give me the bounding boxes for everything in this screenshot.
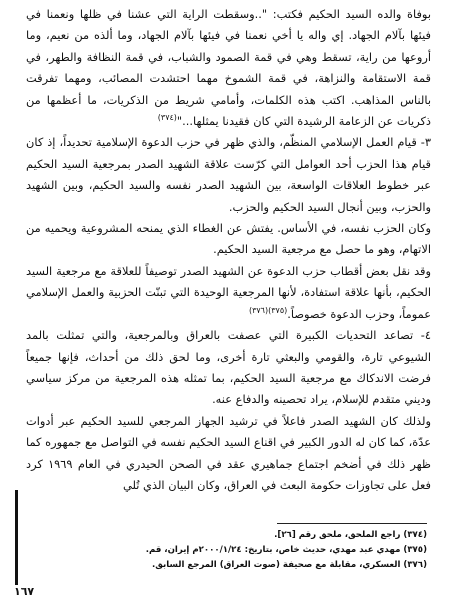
footnote-marker: (٣٧٥) xyxy=(268,305,288,315)
footnote-376: (٣٧٦) العسكري، مقابلة مع صحيفة (صوت العراق) المرجع السابق. xyxy=(152,560,427,570)
paragraph-point-3 xyxy=(26,132,431,218)
body-text xyxy=(26,4,431,496)
footnote-marker: (٣٧٤) xyxy=(157,113,177,123)
paragraph-text: وقد نقل بعض أقطاب حزب الدعوة عن الشهيد الصدر توصيفاً للعلاقة مع مرجعية السيد الحكيم، بأنها علاقة استفادة، لأنها المرجعية الوحيدة التي تبنّت الحزبية والعمل الإسلامي عموماً، وحزب الدعوة خصوصاً. xyxy=(26,263,431,321)
footnote-divider xyxy=(277,523,427,524)
paragraph-quote xyxy=(26,4,431,132)
paragraph-text: ولذلك كان الشهيد الصدر فاعلاً في ترشيد الجهاز المرجعي للسيد الحكيم عبر أدوات عدّة، كما كان له الدور الكبير في اقناع السيد الحكيم نفسه في التواصل مع جمهوره كما ظهر ذلك في أضخم اجتماع جماهيري عقد في الصحن الحيدري في العام ١٩٦٩ كرد فعل على تجاوزات حكومة البعث في العراق، وكان البيان الذي تُلي xyxy=(26,413,431,492)
paragraph-closing xyxy=(26,411,431,497)
margin-bar xyxy=(15,490,18,585)
footnotes xyxy=(26,523,427,573)
paragraph-point-4 xyxy=(26,325,431,411)
paragraph-text: بوفاة والده السيد الحكيم فكتب: "..وسقطت الراية التي عشنا في ظلها ونعمنا في فيئها بآلام الجهاد. إي واله يا أخي نعمنا في فيئها بآلام الجهاد، وما ألذه من نعيم، وما أروعها من راية، تسقط وهي في قمة الصمود والشباب، في قمة النظافة والطهر، في قمة الاستقامة والنزاهة، في قمة الشموخ مهما احتشدت المصائب، ومهما تفرقت بالناس المذاهب. اكتب هذه الكلمات، وأمامي شريط من الذكريات، ما أعظمها من ذكريات عن الزعامة الرشيدة التي كان فقيدنا يمثلها..." xyxy=(26,7,431,129)
paragraph-party xyxy=(26,218,431,261)
paragraph-text: ٤- تصاعد التحديات الكبيرة التي عصفت بالعراق وبالمرجعية، والتي تمثلت بالمد الشيوعي تارة، والقومي والبعثي تارة أخرى، وما لحق ذلك من أحداث، فإنها جميعاً فرضت الاندكاك مع مرجعية السيد الحكيم، بما تمثله هذه المرجعية من مركز سياسي وديني متقدم للإسلام، يراد تحصينه والدفاع عنه. xyxy=(26,328,431,407)
paragraph-relation xyxy=(26,261,431,325)
page-number: ١٦٧ xyxy=(14,585,35,598)
footnote-375: (٣٧٥) مهدي عبد مهدي، حديث خاص، بتاريخ: ٢٠٠٠/١/٢٤م إيران، قم. xyxy=(145,545,427,555)
footnote-marker: (٣٧٦) xyxy=(248,305,269,315)
paragraph-text: وكان الحزب نفسه، في الأساس. يفتش عن الغطاء الذي يمنحه المشروعية ويحميه من الاتهام، وهو ما حصل مع مرجعية السيد الحكيم. xyxy=(26,221,431,257)
footnote-374: (٣٧٤) راجع الملحق، ملحق رقم [٢٦]. xyxy=(274,530,427,540)
paragraph-text: ٣- قيام العمل الإسلامي المنظّم، والذي ظهر في حزب الدعوة الإسلامية تحديداً، إذ كان قيام هذا الحزب أحد العوامل التي كرّست علاقة الشهيد الصدر بمرجعية السيد الحكيم عبر خطوط العلاقات الواسعة، بين الشهيد الصدر نفسه والسيد الحكيم، وبين الشهيد والحزب، وبين أنجال السيد الحكيم والحزب. xyxy=(26,135,431,214)
